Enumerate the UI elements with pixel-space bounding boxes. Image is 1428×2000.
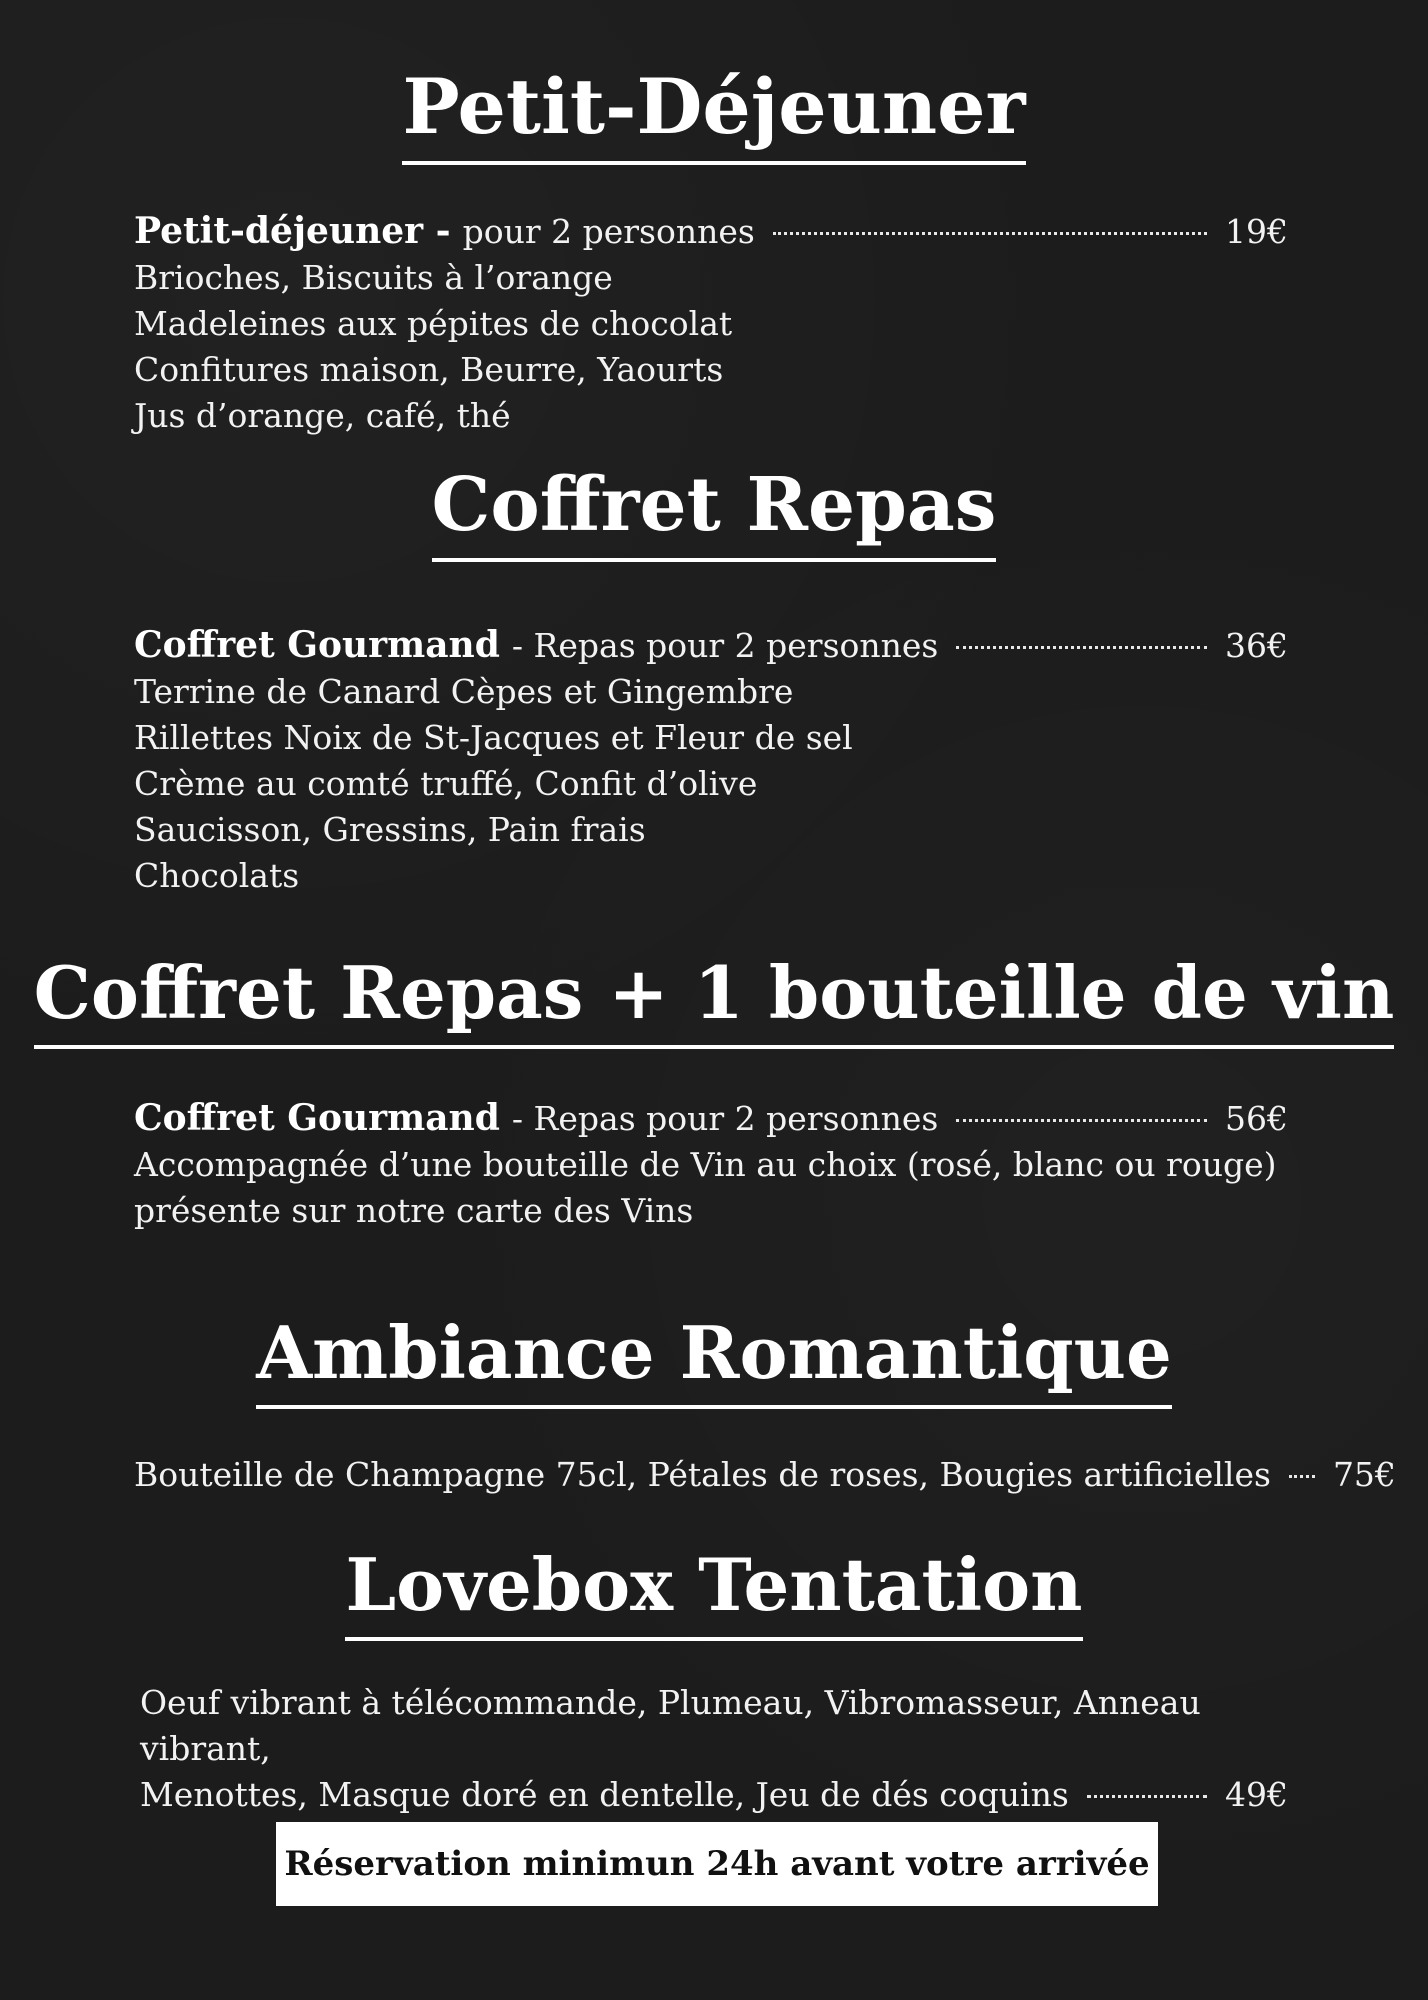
- section-title-petit-dejeuner: [0, 62, 1428, 165]
- menu-line: Chocolats: [134, 856, 300, 895]
- dot-leader: [773, 232, 1207, 235]
- section-title-coffret-vin: [0, 950, 1428, 1049]
- item-desc: - Repas pour 2 personnes: [511, 1099, 939, 1138]
- menu-item-line: [140, 1772, 1288, 1818]
- menu-block-coffret-repas: [134, 622, 1288, 899]
- menu-item-line: [134, 622, 1288, 669]
- item-desc: Menottes, Masque doré en dentelle, Jeu de dés coquins: [140, 1775, 1069, 1814]
- section-title-text: Lovebox Tentation: [345, 1542, 1082, 1641]
- item-desc: Bouteille de Champagne 75cl, Pétales de roses, Bougies artificielles: [134, 1455, 1271, 1494]
- menu-line: Brioches, Biscuits à l’orange: [134, 258, 613, 297]
- item-desc: - Repas pour 2 personnes: [511, 626, 939, 665]
- item-name: Coffret Gourmand: [134, 624, 500, 666]
- menu-line: Confitures maison, Beurre, Yaourts: [134, 350, 724, 389]
- menu-block-lovebox: [140, 1680, 1288, 1818]
- item-name: Petit-déjeuner -: [134, 210, 451, 252]
- section-title-text: Ambiance Romantique: [256, 1310, 1172, 1409]
- section-title-text: Petit-Déjeuner: [402, 62, 1025, 165]
- item-price: 56€: [1225, 1099, 1288, 1138]
- menu-line: Terrine de Canard Cèpes et Gingembre: [134, 672, 794, 711]
- menu-item-line: [134, 208, 1288, 255]
- menu-line: Jus d’orange, café, thé: [134, 396, 511, 435]
- item-name: Coffret Gourmand: [134, 1097, 500, 1139]
- menu-block-ambiance: [134, 1452, 1396, 1498]
- menu-block-coffret-vin: [134, 1095, 1288, 1234]
- section-title-text: Coffret Repas + 1 bouteille de vin: [34, 950, 1395, 1049]
- menu-line: Saucisson, Gressins, Pain frais: [134, 810, 646, 849]
- dot-leader: [956, 646, 1207, 649]
- menu-line: Oeuf vibrant à télécommande, Plumeau, Vibromasseur, Anneau vibrant,: [140, 1683, 1201, 1768]
- menu-line: Madeleines aux pépites de chocolat: [134, 304, 733, 343]
- item-price: 75€: [1332, 1455, 1396, 1494]
- section-title-text: Coffret Repas: [432, 462, 997, 562]
- menu-line: Accompagnée d’une bouteille de Vin au choix (rosé, blanc ou rouge): [134, 1145, 1277, 1184]
- item-desc: pour 2 personnes: [462, 212, 755, 251]
- reservation-note: Réservation minimun 24h avant votre arrivée: [276, 1822, 1158, 1906]
- menu-item-line: [134, 1095, 1288, 1142]
- menu-item-line: [134, 1452, 1396, 1498]
- section-title-coffret-repas: [0, 462, 1428, 562]
- menu-line: Crème au comté truffé, Confit d’olive: [134, 764, 758, 803]
- section-title-lovebox: [0, 1542, 1428, 1641]
- dot-leader: [956, 1119, 1207, 1122]
- item-price: 19€: [1225, 212, 1288, 251]
- dot-leader: [1289, 1475, 1315, 1478]
- item-price: 36€: [1225, 626, 1288, 665]
- dot-leader: [1087, 1795, 1207, 1798]
- section-title-ambiance: [0, 1310, 1428, 1409]
- menu-line: Rillettes Noix de St-Jacques et Fleur de sel: [134, 718, 853, 757]
- item-price: 49€: [1225, 1775, 1288, 1814]
- menu-block-petit-dejeuner: [134, 208, 1288, 439]
- menu-line: présente sur notre carte des Vins: [134, 1191, 694, 1230]
